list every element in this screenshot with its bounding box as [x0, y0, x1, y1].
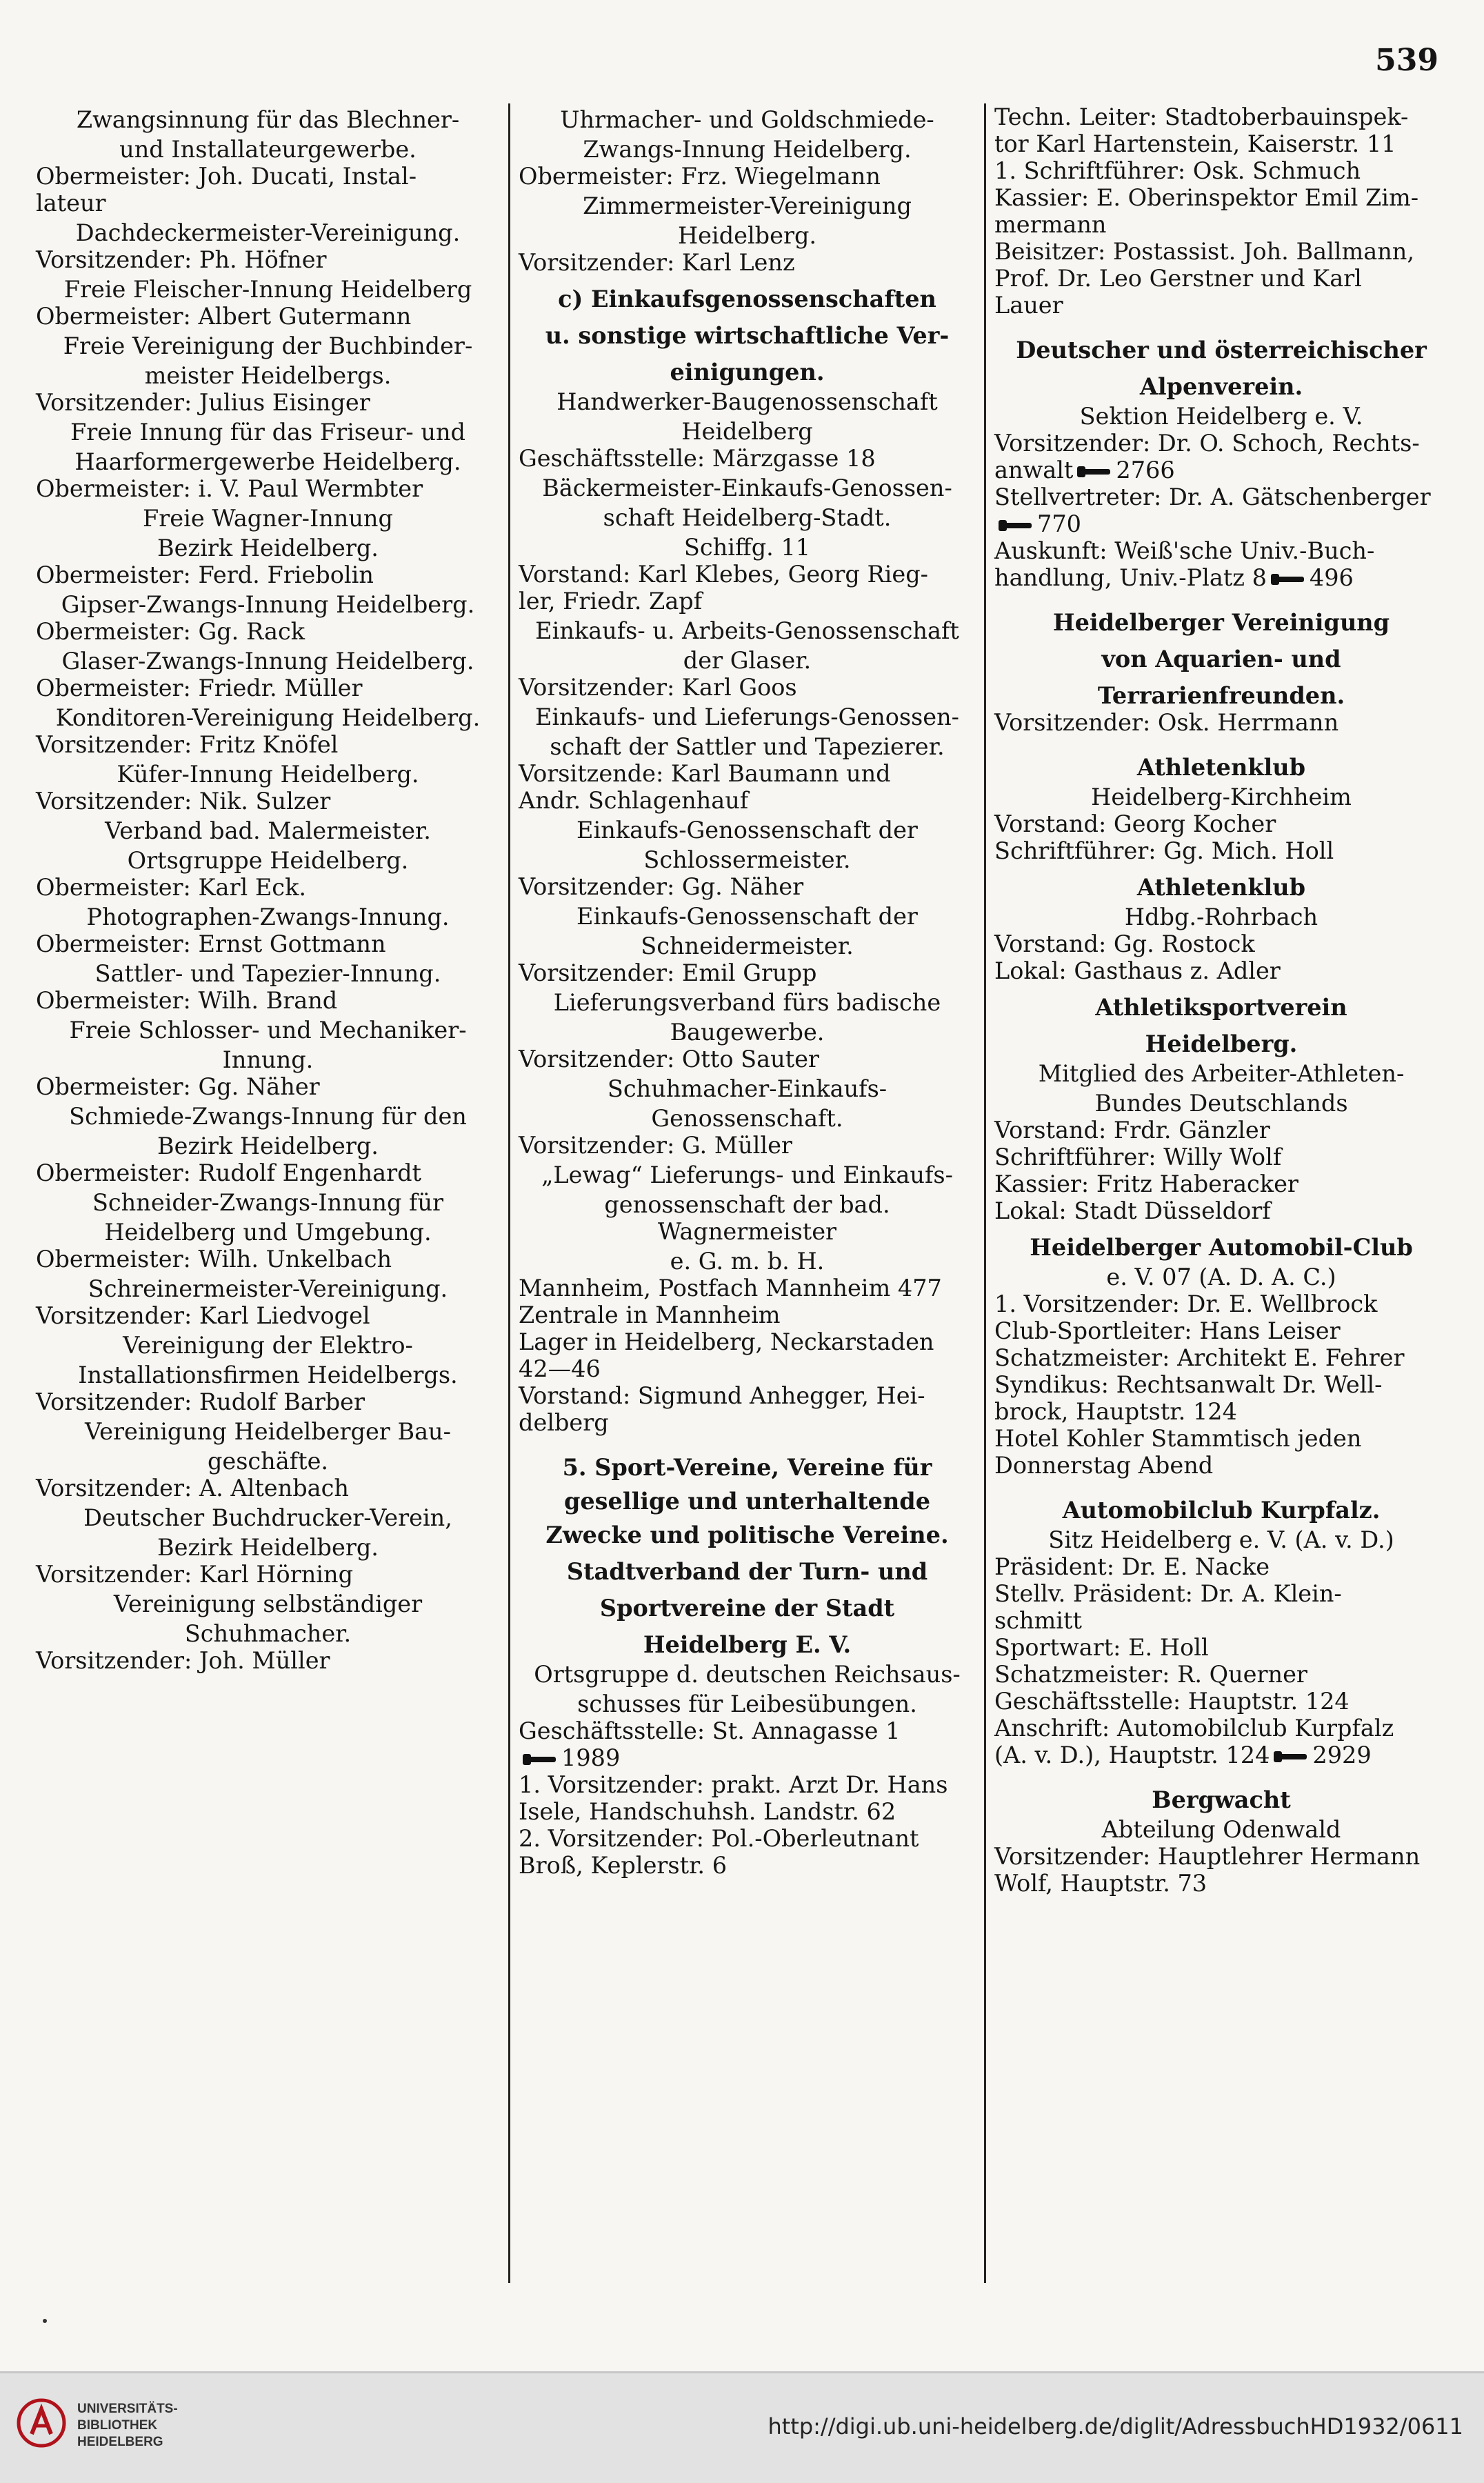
directory-line: Vorstand: Georg Kocher — [994, 810, 1276, 837]
directory-columns — [28, 103, 1456, 2283]
directory-line: 1. Vorsitzender: Dr. E. Wellbrock — [994, 1290, 1378, 1317]
directory-line: Heidelberg — [681, 418, 813, 445]
directory-line: Mitglied des Arbeiter-Athleten- — [1038, 1060, 1405, 1087]
section-heading: Terrarienfreunden. — [1097, 682, 1345, 709]
directory-line: e. G. m. b. H. — [670, 1248, 825, 1275]
directory-line: Vorsitzende: Karl Baumann und — [519, 760, 891, 787]
directory-line: Wolf, Hauptstr. 73 — [994, 1870, 1207, 1897]
directory-line: Zentrale in Mannheim — [519, 1302, 781, 1328]
directory-line: Club-Sportleiter: Hans Leiser — [994, 1317, 1341, 1344]
directory-line: Vorsitzender: Julius Eisinger — [36, 389, 370, 416]
directory-line: tor Karl Hartenstein, Kaiserstr. 11 — [994, 130, 1396, 157]
directory-line: Obermeister: Friedr. Müller — [36, 675, 363, 701]
directory-line: Vorstand: Karl Klebes, Georg Rieg- — [519, 561, 928, 588]
directory-line: Vorsitzender: A. Altenbach — [36, 1475, 349, 1502]
directory-line: Hdbg.-Rohrbach — [1124, 904, 1318, 930]
directory-line: Sattler- und Tapezier-Innung. — [94, 960, 441, 987]
directory-line: 1. Vorsitzender: prakt. Arzt Dr. Hans — [519, 1771, 948, 1798]
directory-line: Prof. Dr. Leo Gerstner und Karl — [994, 265, 1362, 292]
column-left — [28, 103, 510, 2283]
directory-line: 2. Vorsitzender: Pol.-Oberleutnant — [519, 1825, 919, 1852]
directory-line: Lokal: Gasthaus z. Adler — [994, 957, 1281, 984]
library-logo-icon — [17, 2398, 66, 2448]
directory-line: Präsident: Dr. E. Nacke — [994, 1553, 1270, 1580]
source-url-link[interactable]: http://digi.ub.uni-heidelberg.de/diglit/AdressbuchHD1932/0611 — [768, 2413, 1463, 2440]
directory-line: Lokal: Stadt Düsseldorf — [994, 1197, 1271, 1224]
directory-line: Schneider-Zwangs-Innung für — [92, 1189, 444, 1216]
directory-line: Geschäftsstelle: Märzgasse 18 — [519, 445, 876, 472]
directory-line: Schatzmeister: R. Querner — [994, 1661, 1307, 1688]
directory-line: Obermeister: Wilh. Unkelbach — [36, 1246, 392, 1273]
directory-line: Photographen-Zwangs-Innung. — [86, 904, 450, 930]
directory-line: Einkaufs-Genossenschaft der — [576, 903, 918, 930]
directory-line: Handwerker-Baugenossenschaft — [556, 388, 938, 415]
directory-line: Vorsitzender: Rudolf Barber — [36, 1388, 365, 1415]
directory-line: Schuhmacher-Einkaufs- — [607, 1075, 888, 1102]
directory-line: genossenschaft der bad. Wagnermeister — [604, 1191, 890, 1245]
directory-line: schusses für Leibesübungen. — [577, 1691, 917, 1717]
section-heading: Athletenklub — [1136, 754, 1306, 781]
directory-line: Bäckermeister-Einkaufs-Genossen- — [542, 475, 952, 501]
directory-line: Zwangsinnung für das Blechner- — [76, 106, 460, 133]
section-heading: c) Einkaufsgenossenschaften — [558, 286, 936, 312]
directory-line: Vorstand: Gg. Rostock — [994, 930, 1255, 957]
directory-line: Vorsitzender: Karl Hörning — [36, 1561, 354, 1588]
directory-line: delberg — [519, 1409, 609, 1436]
directory-line: Vorsitzender: Karl Lenz — [519, 249, 795, 276]
directory-line: Schlossermeister. — [643, 846, 851, 873]
directory-line: Bezirk Heidelberg. — [157, 535, 379, 561]
section-heading: Deutscher und österreichischer — [1016, 337, 1427, 363]
directory-line: Freie Fleischer-Innung Heidelberg — [63, 276, 472, 303]
directory-line: Genossenschaft. — [651, 1105, 843, 1132]
directory-line: Einkaufs-Genossenschaft der — [576, 817, 918, 844]
directory-line: Deutscher Buchdrucker-Verein, — [83, 1504, 452, 1531]
directory-line: Abteilung Odenwald — [1101, 1816, 1341, 1843]
directory-line: Sportwart: E. Holl — [994, 1634, 1209, 1661]
directory-line: (A. v. D.), Hauptstr. 124 2929 — [994, 1742, 1372, 1768]
directory-line: Beisitzer: Postassist. Joh. Ballmann, — [994, 238, 1415, 265]
directory-line: Sektion Heidelberg e. V. — [1079, 403, 1363, 430]
directory-line: Obermeister: Ernst Gottmann — [36, 930, 386, 957]
directory-line: Freie Wagner-Innung — [143, 505, 393, 532]
directory-line: Vereinigung selbständiger — [113, 1590, 423, 1617]
directory-line: Obermeister: i. V. Paul Wermbter — [36, 475, 423, 502]
directory-line: Anschrift: Automobilclub Kurpfalz — [994, 1715, 1394, 1742]
directory-line: Heidelberg-Kirchheim — [1091, 784, 1352, 810]
directory-line: Obermeister: Frz. Wiegelmann — [519, 163, 881, 190]
directory-line: Syndikus: Rechtsanwalt Dr. Well- — [994, 1371, 1383, 1398]
section-heading: von Aquarien- und — [1101, 646, 1341, 672]
section-heading: Athletenklub — [1136, 874, 1306, 901]
directory-line: Einkaufs- u. Arbeits-Genossenschaft — [535, 617, 959, 644]
directory-line: lateur — [36, 190, 106, 217]
directory-line: Mannheim, Postfach Mannheim 477 — [519, 1275, 942, 1302]
directory-line: Vorsitzender: Emil Grupp — [519, 959, 817, 986]
directory-line: schaft Heidelberg-Stadt. — [603, 504, 892, 531]
telephone-icon — [1077, 466, 1112, 477]
directory-line: anwalt 2766 — [994, 457, 1175, 483]
directory-line: Zimmermeister-Vereinigung — [583, 192, 912, 219]
directory-line: Uhrmacher- und Goldschmiede- — [560, 106, 934, 133]
directory-line: Techn. Leiter: Stadtoberbauinspek- — [994, 103, 1409, 130]
footer-bar — [0, 2371, 1484, 2483]
directory-line: Schneidermeister. — [641, 933, 854, 959]
directory-line: Bundes Deutschlands — [1094, 1090, 1348, 1117]
directory-line: Isele, Handschuhsh. Landstr. 62 — [519, 1798, 896, 1825]
directory-line: Vorsitzender: Fritz Knöfel — [36, 731, 339, 758]
directory-line: Obermeister: Ferd. Friebolin — [36, 561, 374, 588]
column-right — [986, 103, 1456, 2283]
directory-line: Vorsitzender: Osk. Herrmann — [994, 709, 1339, 736]
section-heading: Bergwacht — [1152, 1786, 1291, 1813]
directory-line: 770 — [994, 510, 1448, 537]
directory-line: Schriftführer: Willy Wolf — [994, 1144, 1282, 1170]
directory-line: Obermeister: Gg. Rack — [36, 618, 305, 645]
directory-line: schmitt — [994, 1607, 1082, 1634]
page-number: 539 — [1375, 43, 1438, 78]
directory-line: Vorstand: Sigmund Anhegger, Hei- — [519, 1382, 925, 1409]
directory-line: der Glaser. — [683, 647, 812, 674]
section-heading: Athletiksportverein — [1095, 994, 1347, 1021]
directory-line: ler, Friedr. Zapf — [519, 588, 703, 615]
directory-line: Vorsitzender: Hauptlehrer Hermann — [994, 1843, 1421, 1870]
directory-line: handlung, Univ.-Platz 8 496 — [994, 564, 1354, 591]
directory-line: Stellv. Präsident: Dr. A. Klein- — [994, 1580, 1342, 1607]
directory-line: Heidelberg. — [677, 222, 817, 249]
directory-line: Vorsitzender: Ph. Höfner — [36, 246, 327, 273]
section-heading: gesellige und unterhaltende — [563, 1488, 931, 1515]
directory-line: Vorsitzender: Gg. Näher — [519, 873, 804, 900]
directory-line: Vorsitzender: Joh. Müller — [36, 1647, 330, 1674]
column-middle — [510, 103, 986, 2283]
directory-line: Vorsitzender: Otto Sauter — [519, 1046, 819, 1073]
directory-line: Vorsitzender: Karl Goos — [519, 674, 797, 701]
telephone-icon — [999, 520, 1033, 531]
section-heading: Heidelberg E. V. — [643, 1631, 852, 1658]
directory-line: Vereinigung der Elektro- — [123, 1332, 413, 1359]
directory-line: Vorsitzender: Karl Liedvogel — [36, 1302, 370, 1329]
directory-line: Dachdeckermeister-Vereinigung. — [75, 219, 461, 246]
directory-line: Andr. Schlagenhauf — [519, 787, 749, 814]
directory-line: e. V. 07 (A. D. A. C.) — [1106, 1264, 1336, 1290]
directory-line: Vorsitzender: Dr. O. Schoch, Rechts- — [994, 430, 1420, 457]
directory-line: Konditoren-Vereinigung Heidelberg. — [55, 704, 481, 731]
directory-line: Stellvertreter: Dr. A. Gätschenberger — [994, 483, 1431, 510]
directory-line: Schriftführer: Gg. Mich. Holl — [994, 837, 1334, 864]
telephone-icon — [523, 1754, 557, 1765]
directory-line: Verband bad. Malermeister. — [105, 817, 431, 844]
directory-line: Geschäftsstelle: St. Annagasse 1 — [519, 1717, 901, 1744]
directory-line: Schreinermeister-Vereinigung. — [88, 1275, 448, 1302]
directory-line: Einkaufs- und Lieferungs-Genossen- — [535, 704, 959, 730]
directory-line: Donnerstag Abend — [994, 1452, 1214, 1479]
directory-line: Vereinigung Heidelberger Bau- — [85, 1418, 451, 1445]
directory-line: Sitz Heidelberg e. V. (A. v. D.) — [1048, 1526, 1394, 1553]
section-heading: u. sonstige wirtschaftliche Ver- — [545, 322, 950, 349]
directory-line: und Installateurgewerbe. — [119, 136, 417, 163]
directory-line: Freie Vereinigung der Buchbinder- — [63, 332, 473, 359]
directory-line: Vorstand: Frdr. Gänzler — [994, 1117, 1270, 1144]
section-heading: Alpenverein. — [1139, 373, 1303, 400]
directory-line: „Lewag“ Lieferungs- und Einkaufs- — [541, 1161, 953, 1188]
directory-line: Hotel Kohler Stammtisch jeden — [994, 1425, 1362, 1452]
section-heading: einigungen. — [670, 359, 825, 386]
directory-line: Heidelberg und Umgebung. — [104, 1219, 432, 1246]
directory-line: Kassier: Fritz Haberacker — [994, 1170, 1298, 1197]
directory-line: mermann — [994, 211, 1107, 238]
directory-line: Freie Innung für das Friseur- und — [70, 419, 465, 446]
directory-line: Kassier: E. Oberinspektor Emil Zim- — [994, 184, 1419, 211]
directory-line: Glaser-Zwangs-Innung Heidelberg. — [61, 648, 474, 675]
section-heading: Heidelberg. — [1145, 1030, 1298, 1057]
directory-line: schaft der Sattler und Tapezierer. — [550, 733, 945, 760]
directory-line: 42—46 — [519, 1355, 601, 1382]
directory-line: Lauer — [994, 292, 1063, 319]
directory-line: Schiffg. 11 — [683, 534, 811, 561]
directory-line: geschäfte. — [207, 1448, 329, 1475]
directory-line: 1989 — [519, 1744, 976, 1771]
directory-line: Installationsfirmen Heidelbergs. — [78, 1362, 458, 1388]
directory-line: Schatzmeister: Architekt E. Fehrer — [994, 1344, 1405, 1371]
directory-line: Vorsitzender: Nik. Sulzer — [36, 788, 331, 815]
directory-line: Bezirk Heidelberg. — [157, 1133, 379, 1159]
directory-line: Schmiede-Zwangs-Innung für den — [69, 1103, 467, 1130]
directory-line: 1. Schriftführer: Osk. Schmuch — [994, 157, 1361, 184]
directory-line: Lager in Heidelberg, Neckarstaden — [519, 1328, 934, 1355]
directory-line: Obermeister: Gg. Näher — [36, 1073, 320, 1100]
directory-line: Broß, Keplerstr. 6 — [519, 1852, 728, 1879]
section-heading: Automobilclub Kurpfalz. — [1062, 1497, 1381, 1524]
section-heading: Sportvereine der Stadt — [599, 1595, 895, 1622]
directory-line: Gipser-Zwangs-Innung Heidelberg. — [61, 591, 475, 618]
directory-line: Innung. — [222, 1046, 314, 1073]
directory-line: Haarformergewerbe Heidelberg. — [74, 448, 461, 475]
directory-line: Ortsgruppe Heidelberg. — [127, 847, 409, 874]
telephone-icon — [1274, 1751, 1308, 1762]
telephone-icon — [1271, 574, 1305, 585]
section-heading: Heidelberger Vereinigung — [1052, 609, 1390, 636]
library-name: UNIVERSITÄTS- BIBLIOTHEK HEIDELBERG — [77, 2402, 178, 2449]
directory-line: brock, Hauptstr. 124 — [994, 1398, 1237, 1425]
directory-line: Schuhmacher. — [184, 1620, 352, 1647]
section-heading: 5. Sport-Vereine, Vereine für — [562, 1454, 932, 1481]
directory-line: Geschäftsstelle: Hauptstr. 124 — [994, 1688, 1350, 1715]
directory-line: Bezirk Heidelberg. — [157, 1534, 379, 1561]
directory-line: Vorsitzender: G. Müller — [519, 1132, 792, 1159]
section-heading: Stadtverband der Turn- und — [566, 1558, 928, 1585]
directory-line: Ortsgruppe d. deutschen Reichsaus- — [534, 1661, 961, 1688]
directory-line: Obermeister: Rudolf Engenhardt — [36, 1159, 421, 1186]
directory-line: Obermeister: Albert Gutermann — [36, 303, 412, 330]
directory-line: Baugewerbe. — [670, 1019, 825, 1046]
print-speck — [43, 2319, 47, 2323]
directory-line: Auskunft: Weiß'sche Univ.-Buch- — [994, 537, 1375, 564]
directory-line: Zwangs-Innung Heidelberg. — [583, 136, 912, 163]
section-heading: Zwecke und politische Vereine. — [545, 1522, 949, 1548]
section-heading: Heidelberger Automobil-Club — [1030, 1234, 1413, 1261]
directory-line: Obermeister: Joh. Ducati, Instal- — [36, 163, 417, 190]
directory-line: meister Heidelbergs. — [144, 362, 392, 389]
directory-line: Lieferungsverband fürs badische — [553, 989, 941, 1016]
directory-line: Freie Schlosser- und Mechaniker- — [69, 1017, 467, 1044]
directory-line: Küfer-Innung Heidelberg. — [117, 761, 419, 788]
directory-line: Obermeister: Wilh. Brand — [36, 987, 338, 1014]
directory-line: Obermeister: Karl Eck. — [36, 874, 307, 901]
